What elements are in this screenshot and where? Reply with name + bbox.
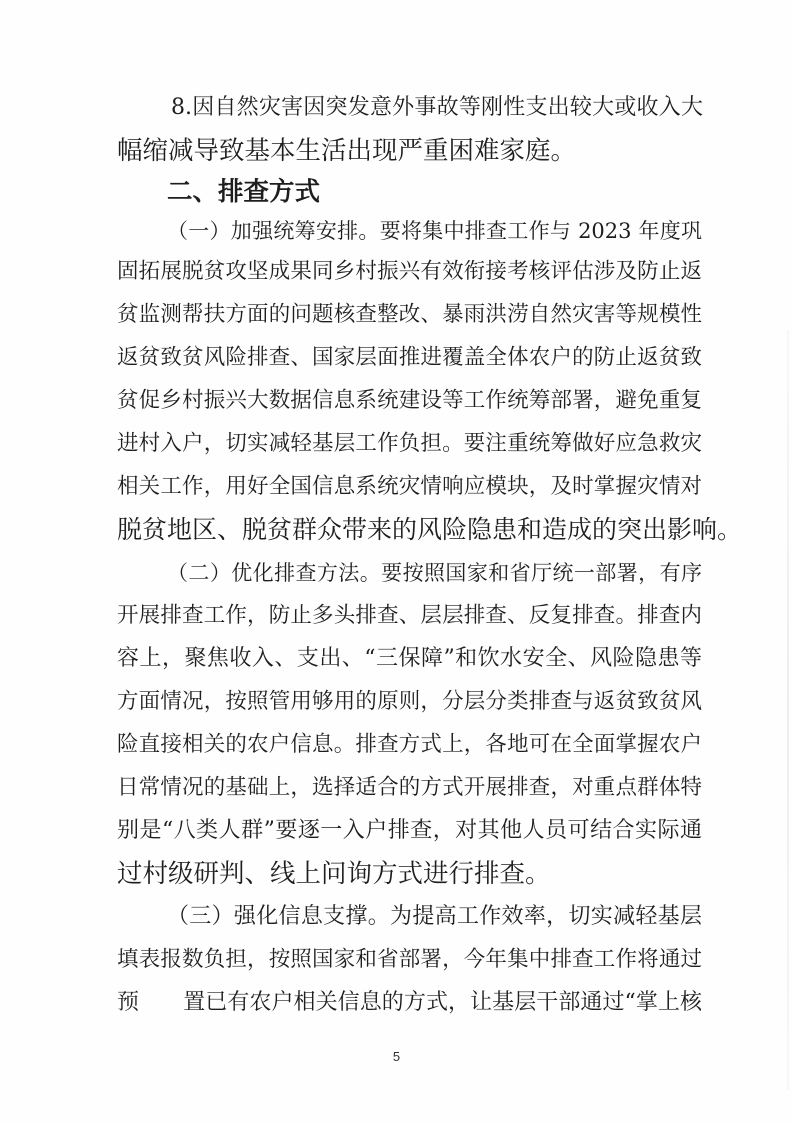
subsection-2-line-5: 险直接相关的农户信息。排查方式上，各地可在全面掌握农户: [117, 732, 702, 757]
page-number: 5: [392, 1049, 401, 1064]
subsection-2-line-6: 日常情况的基础上，选择适合的方式开展排查，对重点群体特: [117, 775, 702, 800]
subsection-3-line-1: （三）强化信息支撑。为提高工作效率，切实减轻基层: [167, 904, 702, 929]
subsection-1-line-1: （一）加强统筹安排。要将集中排查工作与 2023 年度巩: [167, 219, 702, 243]
subsection-1-line-7: 相关工作，用好全国信息系统灾情响应模块，及时掌握灾情对: [117, 474, 702, 499]
subsection-1-line-6: 进村入户，切实减轻基层工作负担。要注重统筹做好应急救灾: [117, 431, 702, 456]
subsection-1-line-5: 贫促乡村振兴大数据信息系统建设等工作统筹部署，避免重复: [117, 388, 702, 413]
subsection-3-line-3: 预 置已有农户相关信息的方式，让基层干部通过“掌上核: [117, 990, 702, 1015]
subsection-3-line-2: 填表报数负担，按照国家和省部署，今年集中排查工作将通过: [117, 947, 702, 972]
subsection-2-line-3: 容上，聚焦收入、支出、“三保障”和饮水安全、风险隐患等: [117, 646, 702, 671]
subsection-1-line-3: 贫监测帮扶方面的问题核查整改、暴雨洪涝自然灾害等规模性: [117, 302, 702, 327]
subsection-2-line-1: （二）优化排查方法。要按照国家和省厅统一部署，有序: [167, 561, 702, 585]
item-8-line-2: 幅缩减导致基本生活出现严重困难家庭。: [117, 136, 577, 166]
item-8-line-1: 8.因自然灾害因突发意外事故等刚性支出较大或收入大: [171, 95, 703, 120]
subsection-1-line-2: 固拓展脱贫攻坚成果同乡村振兴有效衔接考核评估涉及防止返: [117, 259, 702, 284]
subsection-1-line-4: 返贫致贫风险排查、国家层面推进覆盖全体农户的防止返贫致: [117, 345, 702, 370]
subsection-2-line-2: 开展排查工作，防止多头排查、层层排查、反复排查。排查内: [117, 603, 702, 628]
subsection-2-line-4: 方面情况，按照管用够用的原则，分层分类排查与返贫致贫风: [117, 689, 702, 714]
subsection-2-line-8: 过村级研判、线上问询方式进行排查。: [117, 859, 551, 889]
subsection-2-line-7: 别是“八类人群”要逐一入户排查，对其他人员可结合实际通: [117, 818, 702, 843]
scan-edge-shadow: [787, 330, 789, 1090]
subsection-1-line-8: 脱贫地区、脱贫群众带来的风险隐患和造成的突出影响。: [117, 515, 743, 544]
section-heading-investigation-method: 二、排查方式: [167, 177, 321, 207]
